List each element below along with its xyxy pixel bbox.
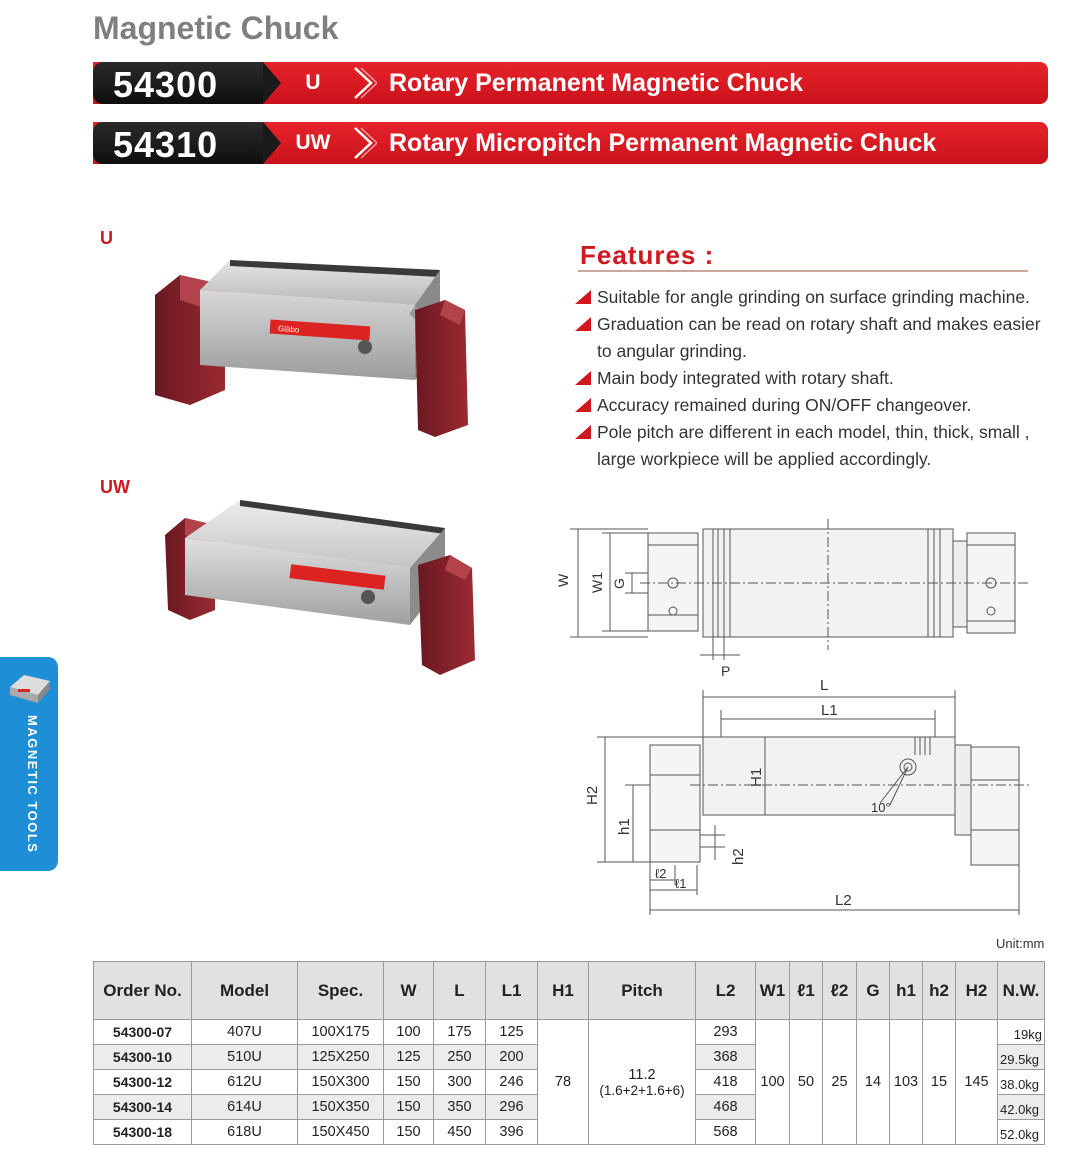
magnetic-chuck-thumbnail-icon <box>6 669 54 709</box>
feature-text: Suitable for angle grinding on surface grinding machine. <box>597 287 1030 307</box>
header-h1: H1 <box>538 962 589 1020</box>
product-code: U <box>305 71 321 94</box>
header-l: L <box>434 962 486 1020</box>
cell-nw: 52.0kg <box>998 1120 1045 1145</box>
dim-label-l: L <box>820 677 829 694</box>
cell-w: 150 <box>384 1095 434 1120</box>
dim-label-p: P <box>721 663 731 679</box>
cell-l: 450 <box>434 1120 486 1145</box>
dim-label-h1-lower: h1 <box>616 818 633 835</box>
cell-g-shared: 14 <box>857 1020 890 1145</box>
dim-label-angle: 10° <box>871 800 891 815</box>
spec-table <box>93 961 1045 1145</box>
cell-order-no: 54300-14 <box>94 1095 192 1120</box>
cell-l1: 125 <box>486 1020 538 1045</box>
dim-label-h2-small: h2 <box>730 848 747 865</box>
cell-model: 510U <box>192 1045 298 1070</box>
chuck-u-photo <box>150 255 475 440</box>
cell-h2-shared: 145 <box>956 1020 998 1145</box>
header-l2: L2 <box>696 962 756 1020</box>
cell-l2: 293 <box>696 1020 756 1045</box>
cell-l1-small-shared: 50 <box>790 1020 823 1145</box>
header-w: W <box>384 962 434 1020</box>
cell-spec: 150X450 <box>298 1120 384 1145</box>
dim-label-l1: L1 <box>821 702 838 719</box>
unit-label: Unit:mm <box>996 936 1045 951</box>
header-pitch: Pitch <box>589 962 696 1020</box>
feature-text: Pole pitch are different in each model, thin, thick, small , large workpiece will be applied accordingly. <box>597 422 1030 469</box>
cell-h1-shared: 78 <box>538 1020 589 1145</box>
side-tab-label: MAGNETIC TOOLS <box>25 715 40 854</box>
product-number-box-tip <box>263 62 281 104</box>
pitch-detail: (1.6+2+1.6+6) <box>599 1082 685 1098</box>
cell-model: 407U <box>192 1020 298 1045</box>
cell-order-no: 54300-12 <box>94 1070 192 1095</box>
cell-l2: 568 <box>696 1120 756 1145</box>
header-l2-small: ℓ2 <box>823 962 857 1020</box>
cell-l: 175 <box>434 1020 486 1045</box>
cell-w: 125 <box>384 1045 434 1070</box>
cell-h2-small-shared: 15 <box>923 1020 956 1145</box>
cell-spec: 150X350 <box>298 1095 384 1120</box>
feature-item <box>575 284 1055 311</box>
product-number-box-tip <box>263 122 281 164</box>
cell-l1: 396 <box>486 1120 538 1145</box>
product-bar-54310 <box>93 122 1048 164</box>
features-divider <box>578 270 1028 272</box>
bullet-triangle-icon <box>575 371 591 385</box>
feature-item <box>575 419 1055 473</box>
chevron-right-icon <box>351 126 377 160</box>
bullet-triangle-icon <box>575 398 591 412</box>
bullet-triangle-icon <box>575 290 591 304</box>
header-l1-small: ℓ1 <box>790 962 823 1020</box>
product-code: UW <box>295 131 331 154</box>
cell-l: 300 <box>434 1070 486 1095</box>
header-order-no: Order No. <box>94 962 192 1020</box>
variant-label-u: U <box>100 228 113 248</box>
dim-label-w1: W1 <box>589 572 605 593</box>
header-h2-small: h2 <box>923 962 956 1020</box>
header-w1: W1 <box>756 962 790 1020</box>
top-view-drawing <box>550 515 1040 685</box>
cell-nw: 38.0kg <box>998 1070 1045 1095</box>
feature-text: Graduation can be read on rotary shaft and makes easier to angular grinding. <box>597 314 1041 361</box>
cell-l2-small-shared: 25 <box>823 1020 857 1145</box>
cell-pitch-shared <box>589 1020 696 1145</box>
cell-order-no: 54300-10 <box>94 1045 192 1070</box>
table-header-row <box>94 962 1045 1020</box>
cell-model: 614U <box>192 1095 298 1120</box>
cell-l: 250 <box>434 1045 486 1070</box>
product-bar-54300 <box>93 62 1048 104</box>
pitch-value: 11.2 <box>628 1066 656 1083</box>
table-row <box>94 1020 1045 1045</box>
cell-w: 150 <box>384 1120 434 1145</box>
header-h2: H2 <box>956 962 998 1020</box>
feature-item <box>575 365 1055 392</box>
chuck-uw-photo <box>160 500 485 680</box>
cell-l1: 246 <box>486 1070 538 1095</box>
side-view-drawing <box>575 675 1040 920</box>
dim-label-h1-upper: H1 <box>748 767 765 787</box>
cell-h1-small-shared: 103 <box>890 1020 923 1145</box>
cell-nw: 42.0kg <box>998 1095 1045 1120</box>
product-name: Rotary Micropitch Permanent Magnetic Chuck <box>389 129 937 157</box>
bullet-triangle-icon <box>575 425 591 439</box>
cell-w: 100 <box>384 1020 434 1045</box>
page-title: Magnetic Chuck <box>93 10 339 46</box>
cell-nw: 19kg <box>998 1020 1045 1045</box>
cell-l2: 368 <box>696 1045 756 1070</box>
cell-spec: 150X300 <box>298 1070 384 1095</box>
product-number: 54300 <box>113 64 219 105</box>
features-title: Features : <box>580 240 715 270</box>
feature-text: Accuracy remained during ON/OFF changeover. <box>597 395 972 415</box>
cell-spec: 125X250 <box>298 1045 384 1070</box>
chevron-right-icon <box>351 66 377 100</box>
feature-item <box>575 311 1055 365</box>
cell-order-no: 54300-07 <box>94 1020 192 1045</box>
cell-spec: 100X175 <box>298 1020 384 1045</box>
cell-model: 612U <box>192 1070 298 1095</box>
cell-l1: 296 <box>486 1095 538 1120</box>
side-category-tab[interactable] <box>0 657 58 871</box>
dim-label-l2: L2 <box>835 892 852 909</box>
cell-order-no: 54300-18 <box>94 1120 192 1145</box>
cell-nw: 29.5kg <box>998 1045 1045 1070</box>
cell-l1: 200 <box>486 1045 538 1070</box>
cell-l: 350 <box>434 1095 486 1120</box>
header-l1: L1 <box>486 962 538 1020</box>
features-list <box>575 284 1055 473</box>
variant-label-uw: UW <box>100 477 130 497</box>
bullet-triangle-icon <box>575 317 591 331</box>
header-g: G <box>857 962 890 1020</box>
feature-text: Main body integrated with rotary shaft. <box>597 368 894 388</box>
header-model: Model <box>192 962 298 1020</box>
cell-w1-shared: 100 <box>756 1020 790 1145</box>
dim-label-l2-small: ℓ2 <box>655 866 667 881</box>
header-spec: Spec. <box>298 962 384 1020</box>
header-nw: N.W. <box>998 962 1045 1020</box>
dim-label-l1-small: ℓ1 <box>675 876 687 891</box>
feature-item <box>575 392 1055 419</box>
dim-label-g: G <box>611 578 627 589</box>
product-name: Rotary Permanent Magnetic Chuck <box>389 69 803 97</box>
dim-label-h2: H2 <box>584 785 601 805</box>
cell-l2: 468 <box>696 1095 756 1120</box>
cell-l2: 418 <box>696 1070 756 1095</box>
header-h1-small: h1 <box>890 962 923 1020</box>
dim-label-w: W <box>555 573 571 587</box>
product-number: 54310 <box>113 124 219 165</box>
cell-w: 150 <box>384 1070 434 1095</box>
cell-model: 618U <box>192 1120 298 1145</box>
photo-brand-label: Gläbo <box>277 324 300 335</box>
